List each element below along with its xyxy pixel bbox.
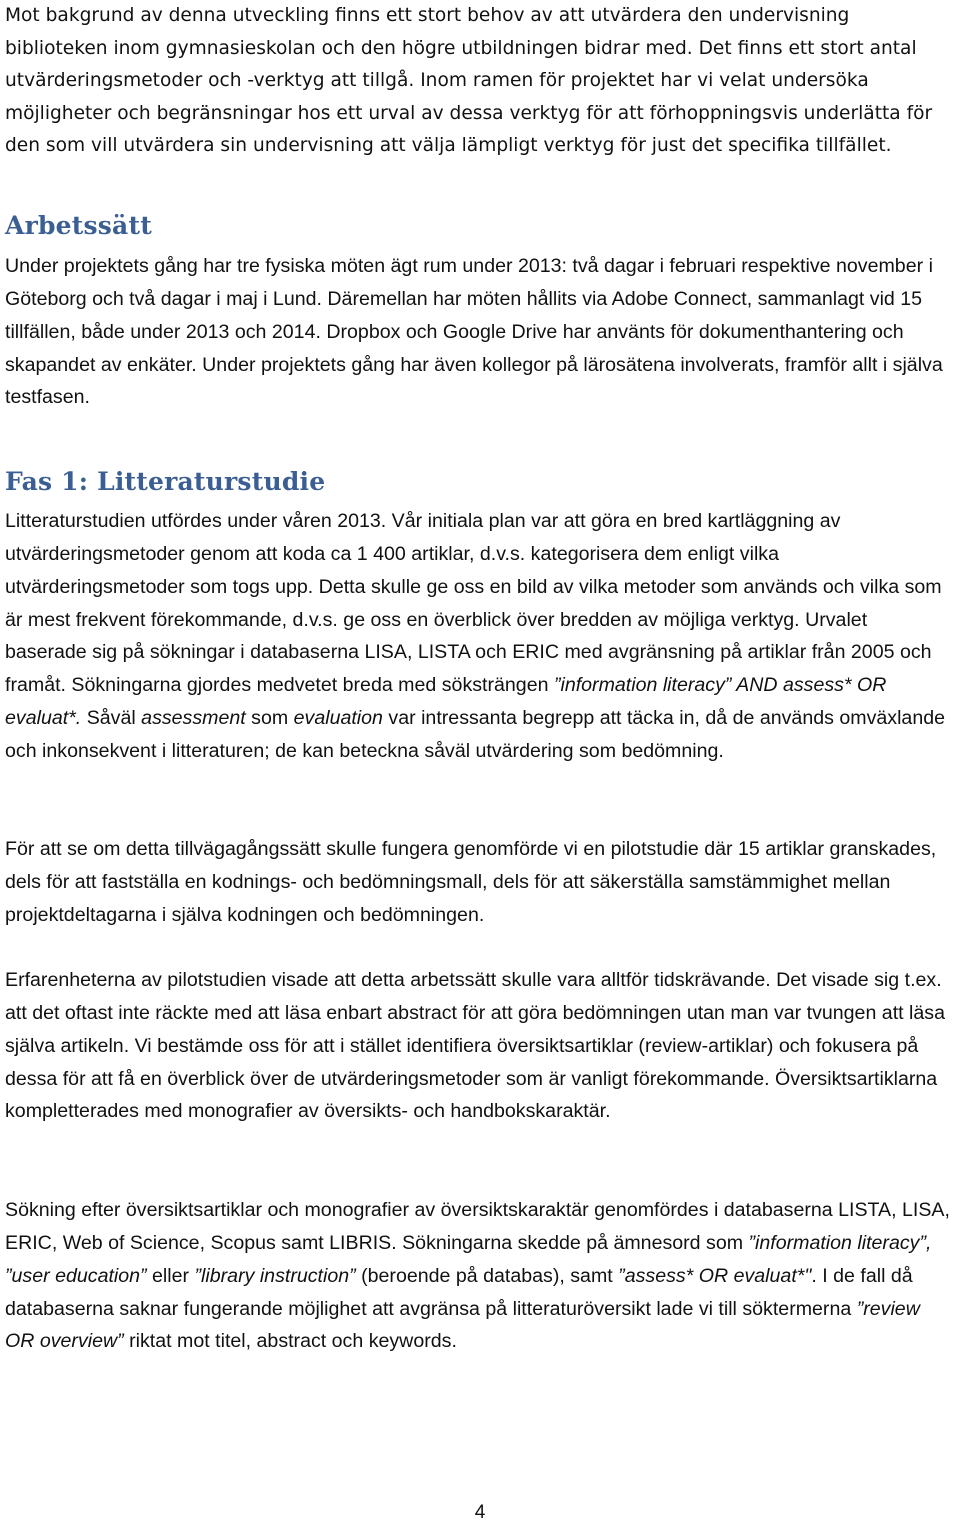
fas1-paragraph-4: Sökning efter översiktsartiklar och monografier av översiktskaraktär genomfördes i databaserna LISTA, LISA, ERIC, Web of Science, Scopus samt LIBRIS. Sökningarna skedde på ämnesord som ”information literacy”, ”user education” eller ”library instruction” (beroende på databas), samt ”assess* OR evaluat*". I de fall då databaserna saknar fungerande möjlighet att avgränsa på litteraturöversikt lade vi till söktermerna ”review OR overview” riktat mot titel, abstract och keywords. [5,1199,950,1353]
section-heading-fas1: Fas 1: Litteraturstudie [5,467,326,496]
arbetssatt-paragraph: Under projektets gång har tre fysiska möten ägt rum under 2013: två dagar i februari respektive november i Göteborg och två dagar i maj i Lund. Däremellan har möten hållits via Adobe Connect, sammanlagt vid 15 tillfällen, både under 2013 och 2014. Dropbox och Google Drive har använts för dokumenthantering och skapandet av enkäter. Under projektets gång har även kollegor på lärosätena involverats, framför allt i själva testfasen. [5,255,943,409]
fas1-paragraph-3: Erfarenheterna av pilotstudien visade att detta arbetssätt skulle vara alltför tidskrävande. Det visade sig t.ex. att det oftast inte räckte med att läsa enbart abstract för att göra bedömningen utan man var tvungen att läsa själva artikeln. Vi bestämde oss för att i stället identifiera översiktsartiklar (review-artiklar) och fokusera på dessa för att få en överblick över de utvärderingsmetoder som är vanligt förekommande. Översiktsartiklarna kompletterades med monografier av översikts- och handbokskaraktär. [5,969,945,1123]
intro-paragraph: Mot bakgrund av denna utveckling finns ett stort behov av att utvärdera den undervisning biblioteken inom gymnasieskolan och den högre utbildningen bidrar med. Det finns ett stort antal utvärderingsmetoder och -verktyg att tillgå. Inom ramen för projektet har vi velat undersöka möjligheter och begränsningar hos ett urval av dessa verktyg för att förhoppningsvis underlätta för den som vill utvärdera sin undervisning att välja lämpligt verktyg för just det specifika tillfället. [5,5,933,157]
page-number: 4 [474,1502,486,1523]
fas1-paragraph-1: Litteraturstudien utfördes under våren 2013. Vår initiala plan var att göra en bred kartläggning av utvärderingsmetoder genom att koda ca 1 400 artiklar, d.v.s. kategorisera dem enligt vilka utvärderingsmetoder som togs upp. Detta skulle ge oss en bild av vilka metoder som används och vilka som är mest frekvent förekommande, d.v.s. ge oss en överblick över bredden av möjliga verktyg. Urvalet baserade sig på sökningar i databaserna LISA, LISTA och ERIC med avgränsning på artiklar från 2005 och framåt. Sökningarna gjordes medvetet breda med söksträngen ”information literacy” AND assess* OR evaluat*. Såväl assessment som evaluation var intressanta begrepp att täcka in, då de används omväxlande och inkonsekvent i litteraturen; de kan beteckna såväl utvärdering som bedömning. [5,510,946,762]
fas1-paragraph-2: För att se om detta tillvägagångssätt skulle fungera genomförde vi en pilotstudie där 15 artiklar granskades, dels för att fastställa en kodnings- och bedömningsmall, dels för att säkerställa samstämmighet mellan projektdeltagarna i själva kodningen och bedömningen. [5,838,937,926]
section-heading-arbetssatt: Arbetssätt [5,211,152,240]
